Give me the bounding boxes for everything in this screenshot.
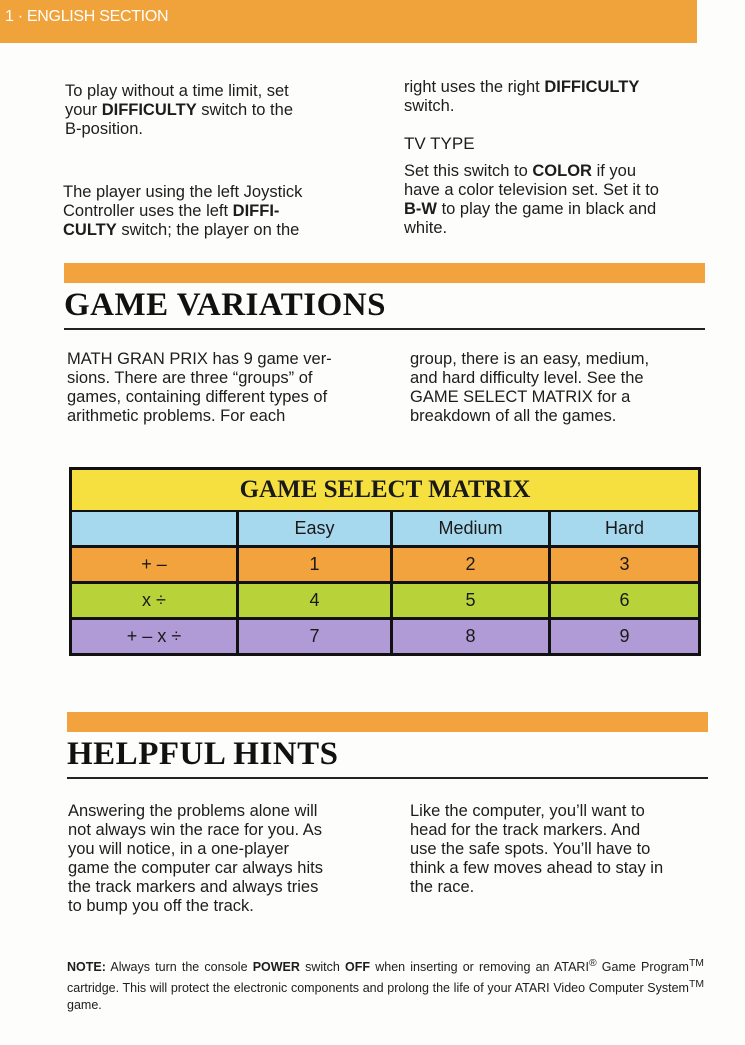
matrix-title-bar bbox=[72, 470, 698, 510]
matrix-title: GAME SELECT MATRIX bbox=[239, 476, 531, 503]
game-number-cell: 2 bbox=[393, 548, 548, 581]
game-number-cell: 7 bbox=[239, 620, 390, 653]
matrix-header-hard: Hard bbox=[551, 512, 698, 545]
cartridge-note: NOTE: Always turn the console POWER switch OFF when inserting or removing an ATARI® Game Program™ cartridge. This will protect the electronic components and prolong the life of your ATARI Video Computer System™ game. bbox=[67, 958, 704, 1013]
row-label: + – x ÷ bbox=[72, 620, 236, 653]
game-number-cell: 9 bbox=[551, 620, 698, 653]
game-number-cell: 6 bbox=[551, 584, 698, 617]
game-number-cell: 1 bbox=[239, 548, 390, 581]
helpful-hints-rule bbox=[67, 777, 708, 779]
game-variations-title: GAME VARIATIONS bbox=[64, 287, 386, 323]
row-label: + – bbox=[72, 548, 236, 581]
game-variations-rule bbox=[64, 328, 705, 330]
helpful-hints-left-paragraph: Answering the problems alone will not always win the race for you. As you will notice, in a one-player game the computer car always hits the track markers and always tries to bump you off the track. bbox=[68, 802, 323, 915]
intro-paragraph-joystick: The player using the left Joystick Controller uses the left DIFFI- CULTY switch; the player on the bbox=[63, 183, 303, 239]
matrix-header-easy: Easy bbox=[239, 512, 390, 545]
section-label: 1 · ENGLISH SECTION bbox=[5, 8, 169, 25]
game-number-cell: 5 bbox=[393, 584, 548, 617]
game-variations-left-paragraph: MATH GRAN PRIX has 9 game ver- sions. There are three “groups” of games, containing different types of arithmetic problems. For each bbox=[67, 350, 332, 425]
matrix-header-blank bbox=[72, 512, 236, 545]
intro-paragraph-time-limit: To play without a time limit, set your DIFFICULTY switch to the B-position. bbox=[65, 82, 293, 138]
helpful-hints-title: HELPFUL HINTS bbox=[67, 736, 339, 772]
game-variations-right-paragraph: group, there is an easy, medium, and hard difficulty level. See the GAME SELECT MATRIX for a breakdown of all the games. bbox=[410, 350, 650, 425]
helpful-hints-right-paragraph: Like the computer, you’ll want to head for the track markers. And use the safe spots. You’ll have to think a few moves ahead to stay in the race. bbox=[410, 802, 664, 896]
game-number-cell: 4 bbox=[239, 584, 390, 617]
game-number-cell: 3 bbox=[551, 548, 698, 581]
tv-type-heading: TV TYPE bbox=[404, 134, 475, 153]
helpful-hints-band bbox=[67, 712, 708, 732]
section-header-bar bbox=[0, 0, 697, 43]
matrix-header-medium: Medium bbox=[393, 512, 548, 545]
tv-type-paragraph: Set this switch to COLOR if you have a color television set. Set it to B-W to play the game in black and white. bbox=[404, 162, 659, 237]
game-variations-band bbox=[64, 263, 705, 283]
game-select-matrix bbox=[69, 467, 701, 656]
intro-paragraph-right-difficulty: right uses the right DIFFICULTY switch. bbox=[404, 78, 640, 115]
row-label: x ÷ bbox=[72, 584, 236, 617]
game-number-cell: 8 bbox=[393, 620, 548, 653]
